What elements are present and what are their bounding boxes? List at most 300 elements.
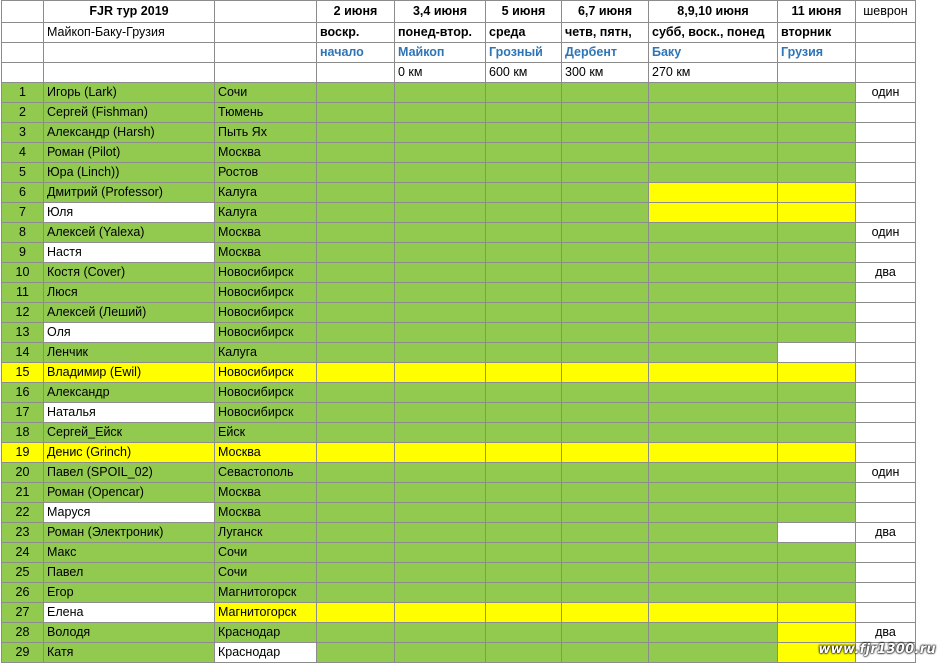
attendance-cell[interactable] bbox=[562, 223, 649, 243]
participant-name[interactable]: Павел bbox=[44, 563, 215, 583]
attendance-cell[interactable] bbox=[317, 643, 395, 663]
attendance-cell[interactable] bbox=[778, 443, 856, 463]
tour-route[interactable]: Майкоп-Баку-Грузия bbox=[44, 23, 215, 43]
row-number[interactable]: 28 bbox=[2, 623, 44, 643]
attendance-cell[interactable] bbox=[778, 363, 856, 383]
attendance-cell[interactable] bbox=[317, 123, 395, 143]
participant-city[interactable]: Москва bbox=[215, 443, 317, 463]
attendance-cell[interactable] bbox=[486, 83, 562, 103]
participant-name[interactable]: Роман (Opencar) bbox=[44, 483, 215, 503]
row-number[interactable]: 18 bbox=[2, 423, 44, 443]
attendance-cell[interactable] bbox=[395, 603, 486, 623]
chevron-cell[interactable]: два bbox=[856, 263, 916, 283]
distance-header[interactable] bbox=[317, 63, 395, 83]
header-cell[interactable] bbox=[856, 43, 916, 63]
attendance-cell[interactable] bbox=[562, 603, 649, 623]
attendance-cell[interactable] bbox=[395, 403, 486, 423]
distance-header[interactable]: 600 км bbox=[486, 63, 562, 83]
participant-name[interactable]: Макс bbox=[44, 543, 215, 563]
attendance-cell[interactable] bbox=[317, 103, 395, 123]
row-number[interactable]: 25 bbox=[2, 563, 44, 583]
chevron-cell[interactable]: один bbox=[856, 83, 916, 103]
row-number[interactable]: 15 bbox=[2, 363, 44, 383]
row-number[interactable]: 9 bbox=[2, 243, 44, 263]
attendance-cell[interactable] bbox=[395, 183, 486, 203]
attendance-cell[interactable] bbox=[317, 223, 395, 243]
attendance-cell[interactable] bbox=[486, 303, 562, 323]
chevron-cell[interactable] bbox=[856, 583, 916, 603]
row-number[interactable]: 21 bbox=[2, 483, 44, 503]
attendance-cell[interactable] bbox=[778, 543, 856, 563]
attendance-cell[interactable] bbox=[486, 623, 562, 643]
attendance-cell[interactable] bbox=[395, 363, 486, 383]
attendance-cell[interactable] bbox=[778, 103, 856, 123]
attendance-cell[interactable] bbox=[778, 263, 856, 283]
attendance-cell[interactable] bbox=[317, 363, 395, 383]
participant-name[interactable]: Костя (Cover) bbox=[44, 263, 215, 283]
participant-city[interactable]: Калуга bbox=[215, 203, 317, 223]
participant-city[interactable]: Новосибирск bbox=[215, 263, 317, 283]
participant-city[interactable]: Сочи bbox=[215, 543, 317, 563]
participant-name[interactable]: Сергей (Fishman) bbox=[44, 103, 215, 123]
attendance-cell[interactable] bbox=[562, 543, 649, 563]
attendance-cell[interactable] bbox=[562, 163, 649, 183]
participant-name[interactable]: Катя bbox=[44, 643, 215, 663]
chevron-cell[interactable] bbox=[856, 323, 916, 343]
attendance-cell[interactable] bbox=[395, 343, 486, 363]
attendance-cell[interactable] bbox=[778, 143, 856, 163]
attendance-cell[interactable] bbox=[778, 583, 856, 603]
participant-city[interactable]: Москва bbox=[215, 483, 317, 503]
attendance-cell[interactable] bbox=[562, 643, 649, 663]
participant-name[interactable]: Роман (Электроник) bbox=[44, 523, 215, 543]
participant-name[interactable]: Оля bbox=[44, 323, 215, 343]
chevron-cell[interactable] bbox=[856, 383, 916, 403]
attendance-cell[interactable] bbox=[317, 303, 395, 323]
row-number[interactable]: 23 bbox=[2, 523, 44, 543]
header-cell[interactable] bbox=[215, 63, 317, 83]
participant-name[interactable]: Денис (Grinch) bbox=[44, 443, 215, 463]
attendance-cell[interactable] bbox=[395, 523, 486, 543]
participant-city[interactable]: Москва bbox=[215, 503, 317, 523]
attendance-cell[interactable] bbox=[562, 303, 649, 323]
chevron-cell[interactable]: два bbox=[856, 623, 916, 643]
participant-city[interactable]: Краснодар bbox=[215, 643, 317, 663]
participant-name[interactable]: Ленчик bbox=[44, 343, 215, 363]
participant-city[interactable]: Новосибирск bbox=[215, 283, 317, 303]
chevron-cell[interactable] bbox=[856, 243, 916, 263]
attendance-cell[interactable] bbox=[562, 123, 649, 143]
attendance-cell[interactable] bbox=[317, 323, 395, 343]
attendance-cell[interactable] bbox=[486, 403, 562, 423]
attendance-cell[interactable] bbox=[395, 563, 486, 583]
attendance-cell[interactable] bbox=[649, 343, 778, 363]
attendance-cell[interactable] bbox=[317, 243, 395, 263]
participant-city[interactable]: Новосибирск bbox=[215, 403, 317, 423]
attendance-cell[interactable] bbox=[649, 123, 778, 143]
attendance-cell[interactable] bbox=[649, 223, 778, 243]
attendance-cell[interactable] bbox=[317, 463, 395, 483]
participant-name[interactable]: Алексей (Yalexa) bbox=[44, 223, 215, 243]
participant-name[interactable]: Дмитрий (Professor) bbox=[44, 183, 215, 203]
chevron-cell[interactable] bbox=[856, 543, 916, 563]
attendance-cell[interactable] bbox=[317, 383, 395, 403]
attendance-cell[interactable] bbox=[317, 563, 395, 583]
attendance-cell[interactable] bbox=[317, 283, 395, 303]
participant-city[interactable]: Сочи bbox=[215, 563, 317, 583]
participant-city[interactable]: Пыть Ях bbox=[215, 123, 317, 143]
attendance-cell[interactable] bbox=[562, 443, 649, 463]
participant-name[interactable]: Настя bbox=[44, 243, 215, 263]
attendance-cell[interactable] bbox=[486, 163, 562, 183]
participant-name[interactable]: Александр bbox=[44, 383, 215, 403]
attendance-cell[interactable] bbox=[778, 163, 856, 183]
participant-name[interactable]: Маруся bbox=[44, 503, 215, 523]
row-number[interactable]: 26 bbox=[2, 583, 44, 603]
attendance-cell[interactable] bbox=[486, 383, 562, 403]
city-header[interactable]: Майкоп bbox=[395, 43, 486, 63]
participant-name[interactable]: Александр (Harsh) bbox=[44, 123, 215, 143]
row-number[interactable]: 16 bbox=[2, 383, 44, 403]
attendance-cell[interactable] bbox=[317, 403, 395, 423]
weekday-header[interactable]: понед-втор. bbox=[395, 23, 486, 43]
chevron-cell[interactable] bbox=[856, 123, 916, 143]
date-header[interactable]: 8,9,10 июня bbox=[649, 1, 778, 23]
participant-city[interactable]: Калуга bbox=[215, 183, 317, 203]
date-header[interactable]: 2 июня bbox=[317, 1, 395, 23]
attendance-cell[interactable] bbox=[317, 543, 395, 563]
attendance-cell[interactable] bbox=[778, 623, 856, 643]
participant-city[interactable]: Севастополь bbox=[215, 463, 317, 483]
attendance-cell[interactable] bbox=[562, 283, 649, 303]
attendance-cell[interactable] bbox=[649, 263, 778, 283]
attendance-cell[interactable] bbox=[486, 343, 562, 363]
chevron-cell[interactable] bbox=[856, 563, 916, 583]
tour-title[interactable]: FJR тур 2019 bbox=[44, 1, 215, 23]
row-number[interactable]: 17 bbox=[2, 403, 44, 423]
attendance-cell[interactable] bbox=[395, 503, 486, 523]
participant-city[interactable]: Магнитогорск bbox=[215, 603, 317, 623]
attendance-cell[interactable] bbox=[395, 163, 486, 183]
date-header[interactable]: 11 июня bbox=[778, 1, 856, 23]
attendance-cell[interactable] bbox=[649, 583, 778, 603]
attendance-cell[interactable] bbox=[395, 383, 486, 403]
attendance-cell[interactable] bbox=[486, 203, 562, 223]
attendance-cell[interactable] bbox=[649, 563, 778, 583]
date-header[interactable]: 6,7 июня bbox=[562, 1, 649, 23]
participant-city[interactable]: Москва bbox=[215, 143, 317, 163]
row-number[interactable]: 12 bbox=[2, 303, 44, 323]
attendance-cell[interactable] bbox=[395, 263, 486, 283]
header-cell[interactable] bbox=[215, 43, 317, 63]
attendance-cell[interactable] bbox=[486, 503, 562, 523]
attendance-cell[interactable] bbox=[395, 463, 486, 483]
attendance-cell[interactable] bbox=[317, 163, 395, 183]
attendance-cell[interactable] bbox=[562, 583, 649, 603]
attendance-cell[interactable] bbox=[395, 283, 486, 303]
attendance-cell[interactable] bbox=[649, 203, 778, 223]
row-number[interactable]: 27 bbox=[2, 603, 44, 623]
chevron-cell[interactable]: один bbox=[856, 223, 916, 243]
participant-city[interactable]: Новосибирск bbox=[215, 303, 317, 323]
attendance-cell[interactable] bbox=[778, 223, 856, 243]
attendance-cell[interactable] bbox=[778, 523, 856, 543]
participant-name[interactable]: Юра (Linch)) bbox=[44, 163, 215, 183]
chevron-cell[interactable]: один bbox=[856, 463, 916, 483]
attendance-cell[interactable] bbox=[395, 223, 486, 243]
city-header[interactable]: Баку bbox=[649, 43, 778, 63]
attendance-cell[interactable] bbox=[649, 143, 778, 163]
attendance-cell[interactable] bbox=[778, 203, 856, 223]
participant-city[interactable]: Ейск bbox=[215, 423, 317, 443]
attendance-cell[interactable] bbox=[562, 423, 649, 443]
attendance-cell[interactable] bbox=[649, 403, 778, 423]
row-number[interactable]: 8 bbox=[2, 223, 44, 243]
attendance-cell[interactable] bbox=[395, 543, 486, 563]
attendance-cell[interactable] bbox=[778, 323, 856, 343]
attendance-cell[interactable] bbox=[317, 603, 395, 623]
attendance-cell[interactable] bbox=[395, 103, 486, 123]
row-number[interactable]: 10 bbox=[2, 263, 44, 283]
attendance-cell[interactable] bbox=[486, 523, 562, 543]
attendance-cell[interactable] bbox=[649, 483, 778, 503]
weekday-header[interactable]: четв, пятн, bbox=[562, 23, 649, 43]
attendance-cell[interactable] bbox=[486, 223, 562, 243]
attendance-cell[interactable] bbox=[649, 643, 778, 663]
attendance-cell[interactable] bbox=[317, 203, 395, 223]
participant-city[interactable]: Калуга bbox=[215, 343, 317, 363]
attendance-cell[interactable] bbox=[649, 463, 778, 483]
attendance-cell[interactable] bbox=[562, 363, 649, 383]
header-cell[interactable] bbox=[2, 23, 44, 43]
attendance-cell[interactable] bbox=[778, 243, 856, 263]
attendance-cell[interactable] bbox=[486, 323, 562, 343]
row-number[interactable]: 3 bbox=[2, 123, 44, 143]
attendance-cell[interactable] bbox=[562, 483, 649, 503]
chevron-cell[interactable] bbox=[856, 103, 916, 123]
attendance-cell[interactable] bbox=[395, 323, 486, 343]
attendance-cell[interactable] bbox=[778, 483, 856, 503]
header-cell[interactable] bbox=[2, 1, 44, 23]
chevron-cell[interactable] bbox=[856, 203, 916, 223]
attendance-cell[interactable] bbox=[649, 443, 778, 463]
attendance-cell[interactable] bbox=[562, 103, 649, 123]
participant-name[interactable]: Володя bbox=[44, 623, 215, 643]
date-header[interactable]: 3,4 июня bbox=[395, 1, 486, 23]
attendance-cell[interactable] bbox=[486, 463, 562, 483]
attendance-cell[interactable] bbox=[778, 123, 856, 143]
row-number[interactable]: 2 bbox=[2, 103, 44, 123]
attendance-cell[interactable] bbox=[562, 623, 649, 643]
distance-header[interactable]: 270 км bbox=[649, 63, 778, 83]
attendance-cell[interactable] bbox=[395, 243, 486, 263]
attendance-cell[interactable] bbox=[649, 503, 778, 523]
date-header[interactable]: 5 июня bbox=[486, 1, 562, 23]
header-cell[interactable] bbox=[44, 63, 215, 83]
participant-name[interactable]: Наталья bbox=[44, 403, 215, 423]
attendance-cell[interactable] bbox=[317, 583, 395, 603]
attendance-cell[interactable] bbox=[649, 303, 778, 323]
attendance-cell[interactable] bbox=[649, 523, 778, 543]
attendance-cell[interactable] bbox=[778, 503, 856, 523]
attendance-cell[interactable] bbox=[562, 383, 649, 403]
attendance-cell[interactable] bbox=[562, 143, 649, 163]
row-number[interactable]: 6 bbox=[2, 183, 44, 203]
attendance-cell[interactable] bbox=[562, 83, 649, 103]
city-header[interactable]: Грузия bbox=[778, 43, 856, 63]
attendance-cell[interactable] bbox=[562, 343, 649, 363]
attendance-cell[interactable] bbox=[395, 443, 486, 463]
attendance-cell[interactable] bbox=[778, 383, 856, 403]
chevron-cell[interactable] bbox=[856, 303, 916, 323]
chevron-cell[interactable] bbox=[856, 603, 916, 623]
chevron-cell[interactable] bbox=[856, 363, 916, 383]
participant-city[interactable]: Магнитогорск bbox=[215, 583, 317, 603]
attendance-cell[interactable] bbox=[649, 363, 778, 383]
attendance-cell[interactable] bbox=[486, 283, 562, 303]
attendance-cell[interactable] bbox=[562, 323, 649, 343]
attendance-cell[interactable] bbox=[317, 343, 395, 363]
attendance-cell[interactable] bbox=[778, 563, 856, 583]
attendance-cell[interactable] bbox=[317, 443, 395, 463]
weekday-header[interactable]: воскр. bbox=[317, 23, 395, 43]
attendance-cell[interactable] bbox=[395, 583, 486, 603]
header-cell[interactable] bbox=[215, 23, 317, 43]
participant-name[interactable]: Юля bbox=[44, 203, 215, 223]
attendance-cell[interactable] bbox=[317, 523, 395, 543]
attendance-cell[interactable] bbox=[778, 463, 856, 483]
header-cell[interactable] bbox=[856, 23, 916, 43]
attendance-cell[interactable] bbox=[317, 263, 395, 283]
participant-name[interactable]: Сергей_Ейск bbox=[44, 423, 215, 443]
attendance-cell[interactable] bbox=[317, 423, 395, 443]
attendance-cell[interactable] bbox=[486, 103, 562, 123]
chevron-cell[interactable] bbox=[856, 423, 916, 443]
attendance-cell[interactable] bbox=[317, 503, 395, 523]
attendance-cell[interactable] bbox=[486, 123, 562, 143]
participant-city[interactable]: Москва bbox=[215, 223, 317, 243]
participant-name[interactable]: Павел (SPOIL_02) bbox=[44, 463, 215, 483]
attendance-cell[interactable] bbox=[486, 563, 562, 583]
attendance-cell[interactable] bbox=[395, 203, 486, 223]
attendance-cell[interactable] bbox=[649, 103, 778, 123]
chevron-cell[interactable] bbox=[856, 403, 916, 423]
attendance-cell[interactable] bbox=[395, 643, 486, 663]
attendance-cell[interactable] bbox=[649, 603, 778, 623]
participant-name[interactable]: Алексей (Леший) bbox=[44, 303, 215, 323]
attendance-cell[interactable] bbox=[395, 83, 486, 103]
header-cell[interactable] bbox=[44, 43, 215, 63]
chevron-cell[interactable] bbox=[856, 483, 916, 503]
attendance-cell[interactable] bbox=[486, 143, 562, 163]
row-number[interactable]: 24 bbox=[2, 543, 44, 563]
attendance-cell[interactable] bbox=[317, 623, 395, 643]
chevron-cell[interactable] bbox=[856, 183, 916, 203]
participant-city[interactable]: Новосибирск bbox=[215, 323, 317, 343]
row-number[interactable]: 14 bbox=[2, 343, 44, 363]
attendance-cell[interactable] bbox=[562, 523, 649, 543]
attendance-cell[interactable] bbox=[562, 243, 649, 263]
city-header[interactable]: Дербент bbox=[562, 43, 649, 63]
attendance-cell[interactable] bbox=[395, 123, 486, 143]
participant-name[interactable]: Елена bbox=[44, 603, 215, 623]
attendance-cell[interactable] bbox=[649, 163, 778, 183]
row-number[interactable]: 1 bbox=[2, 83, 44, 103]
participant-name[interactable]: Игорь (Lark) bbox=[44, 83, 215, 103]
participant-city[interactable]: Луганск bbox=[215, 523, 317, 543]
attendance-cell[interactable] bbox=[778, 403, 856, 423]
attendance-cell[interactable] bbox=[317, 143, 395, 163]
attendance-cell[interactable] bbox=[486, 243, 562, 263]
participant-city[interactable]: Москва bbox=[215, 243, 317, 263]
row-number[interactable]: 11 bbox=[2, 283, 44, 303]
chevron-cell[interactable]: два bbox=[856, 523, 916, 543]
participant-name[interactable]: Владимир (Ewil) bbox=[44, 363, 215, 383]
attendance-cell[interactable] bbox=[486, 363, 562, 383]
attendance-cell[interactable] bbox=[486, 643, 562, 663]
attendance-cell[interactable] bbox=[778, 343, 856, 363]
weekday-header[interactable]: вторник bbox=[778, 23, 856, 43]
distance-header[interactable]: 0 км bbox=[395, 63, 486, 83]
attendance-cell[interactable] bbox=[486, 483, 562, 503]
attendance-cell[interactable] bbox=[395, 143, 486, 163]
attendance-cell[interactable] bbox=[649, 183, 778, 203]
attendance-cell[interactable] bbox=[486, 423, 562, 443]
attendance-cell[interactable] bbox=[486, 263, 562, 283]
attendance-cell[interactable] bbox=[486, 583, 562, 603]
distance-header[interactable] bbox=[778, 63, 856, 83]
attendance-cell[interactable] bbox=[562, 503, 649, 523]
attendance-cell[interactable] bbox=[778, 303, 856, 323]
row-number[interactable]: 20 bbox=[2, 463, 44, 483]
row-number[interactable]: 13 bbox=[2, 323, 44, 343]
attendance-cell[interactable] bbox=[778, 83, 856, 103]
header-cell[interactable] bbox=[856, 63, 916, 83]
attendance-cell[interactable] bbox=[486, 543, 562, 563]
attendance-cell[interactable] bbox=[486, 183, 562, 203]
row-number[interactable]: 22 bbox=[2, 503, 44, 523]
attendance-cell[interactable] bbox=[395, 623, 486, 643]
header-cell[interactable] bbox=[2, 63, 44, 83]
row-number[interactable]: 5 bbox=[2, 163, 44, 183]
attendance-cell[interactable] bbox=[649, 383, 778, 403]
attendance-cell[interactable] bbox=[649, 543, 778, 563]
attendance-cell[interactable] bbox=[562, 403, 649, 423]
attendance-cell[interactable] bbox=[649, 423, 778, 443]
participant-city[interactable]: Краснодар bbox=[215, 623, 317, 643]
participant-city[interactable]: Ростов bbox=[215, 163, 317, 183]
attendance-cell[interactable] bbox=[562, 203, 649, 223]
attendance-cell[interactable] bbox=[778, 423, 856, 443]
attendance-cell[interactable] bbox=[317, 483, 395, 503]
attendance-cell[interactable] bbox=[395, 423, 486, 443]
attendance-cell[interactable] bbox=[649, 83, 778, 103]
participant-name[interactable]: Люся bbox=[44, 283, 215, 303]
attendance-cell[interactable] bbox=[486, 443, 562, 463]
attendance-cell[interactable] bbox=[778, 183, 856, 203]
header-cell[interactable] bbox=[2, 43, 44, 63]
participant-name[interactable]: Роман (Pilot) bbox=[44, 143, 215, 163]
attendance-cell[interactable] bbox=[649, 243, 778, 263]
attendance-cell[interactable] bbox=[395, 483, 486, 503]
participant-city[interactable]: Новосибирск bbox=[215, 383, 317, 403]
city-header[interactable]: Грозный bbox=[486, 43, 562, 63]
participant-city[interactable]: Сочи bbox=[215, 83, 317, 103]
attendance-cell[interactable] bbox=[649, 283, 778, 303]
header-cell[interactable] bbox=[215, 1, 317, 23]
attendance-cell[interactable] bbox=[562, 183, 649, 203]
attendance-cell[interactable] bbox=[317, 183, 395, 203]
